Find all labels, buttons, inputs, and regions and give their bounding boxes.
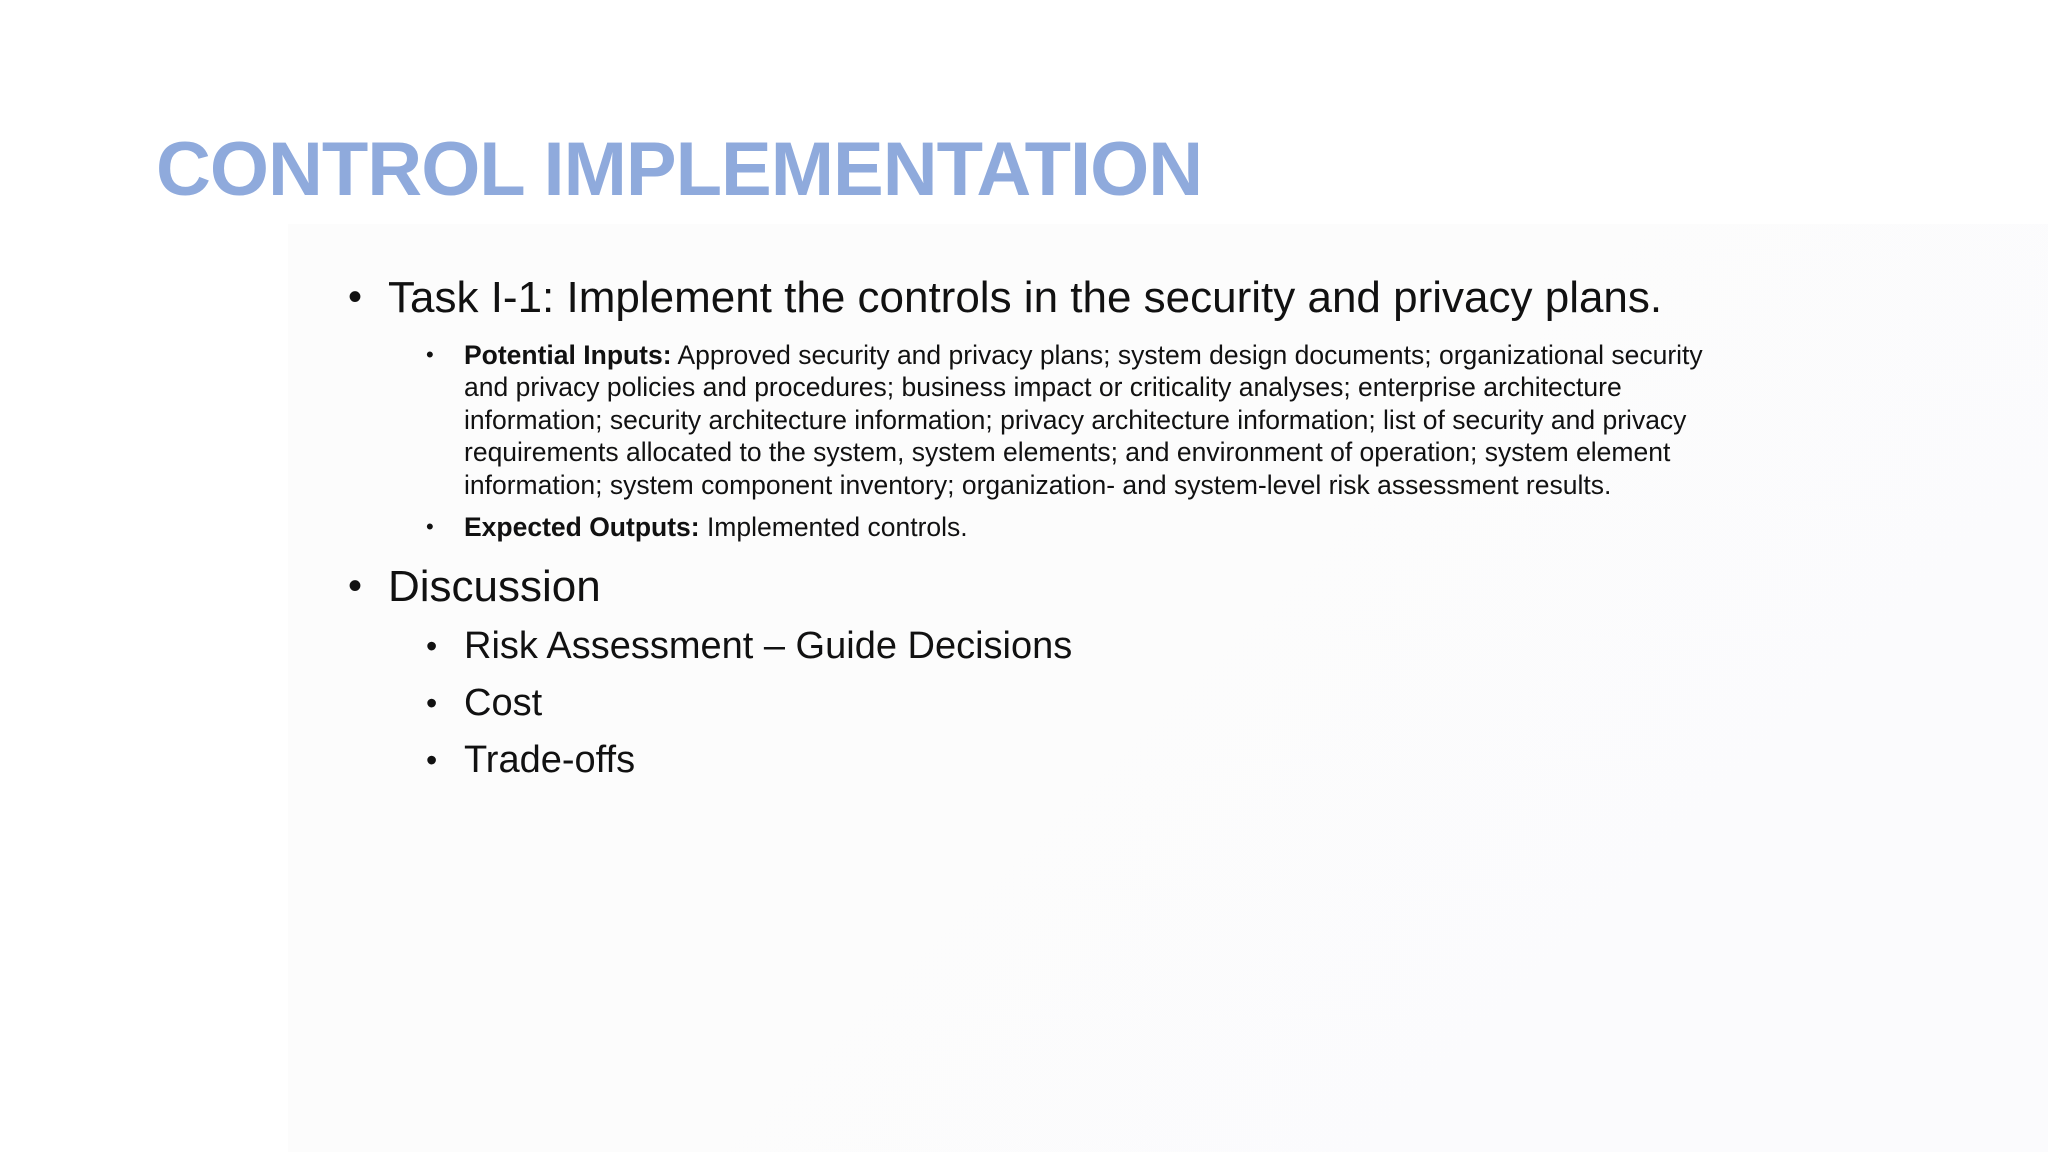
discussion-item-cost [340,675,1720,732]
discussion-item-text: Cost [464,682,543,725]
discussion-item-trade-offs [340,732,1720,789]
discussion-item-text: Risk Assessment – Guide Decisions [464,625,1073,668]
task-subitems [340,339,1720,543]
discussion-bullet [340,559,1720,614]
discussion-item-text: Trade-offs [464,739,636,782]
discussion-text: Discussion [388,562,601,612]
discussion-item-risk-assessment [340,618,1720,675]
bullet-icon: • [426,342,434,367]
task-bullet [340,270,1720,325]
bullet-icon: • [426,742,438,779]
expected-outputs-label: Expected Outputs: [464,512,700,543]
bullet-icon: • [426,685,438,722]
expected-outputs-item [340,511,1720,543]
potential-inputs-text: Approved security and privacy plans; system design documents; organizational security and privacy policies and procedures; business impact or criticality analyses; enterprise architecture information; security architecture information; privacy architecture information; list of security and privacy requirements allocated to the system, system elements; and environment of operation; system element information; system component inventory; organization- and system-level risk assessment results. [464,340,1703,500]
bullet-icon: • [426,514,434,540]
task-text: Task I-1: Implement the controls in the security and privacy plans. [388,273,1663,322]
potential-inputs-item [340,339,1720,501]
bullet-icon: • [426,628,438,665]
bullet-icon: • [348,275,363,319]
bullet-icon: • [348,564,363,609]
potential-inputs-label: Potential Inputs: [464,340,672,370]
slide-title: CONTROL IMPLEMENTATION [156,127,1203,212]
slide-body [340,270,1720,789]
expected-outputs-text: Implemented controls. [699,512,968,543]
discussion-subitems [340,618,1720,789]
